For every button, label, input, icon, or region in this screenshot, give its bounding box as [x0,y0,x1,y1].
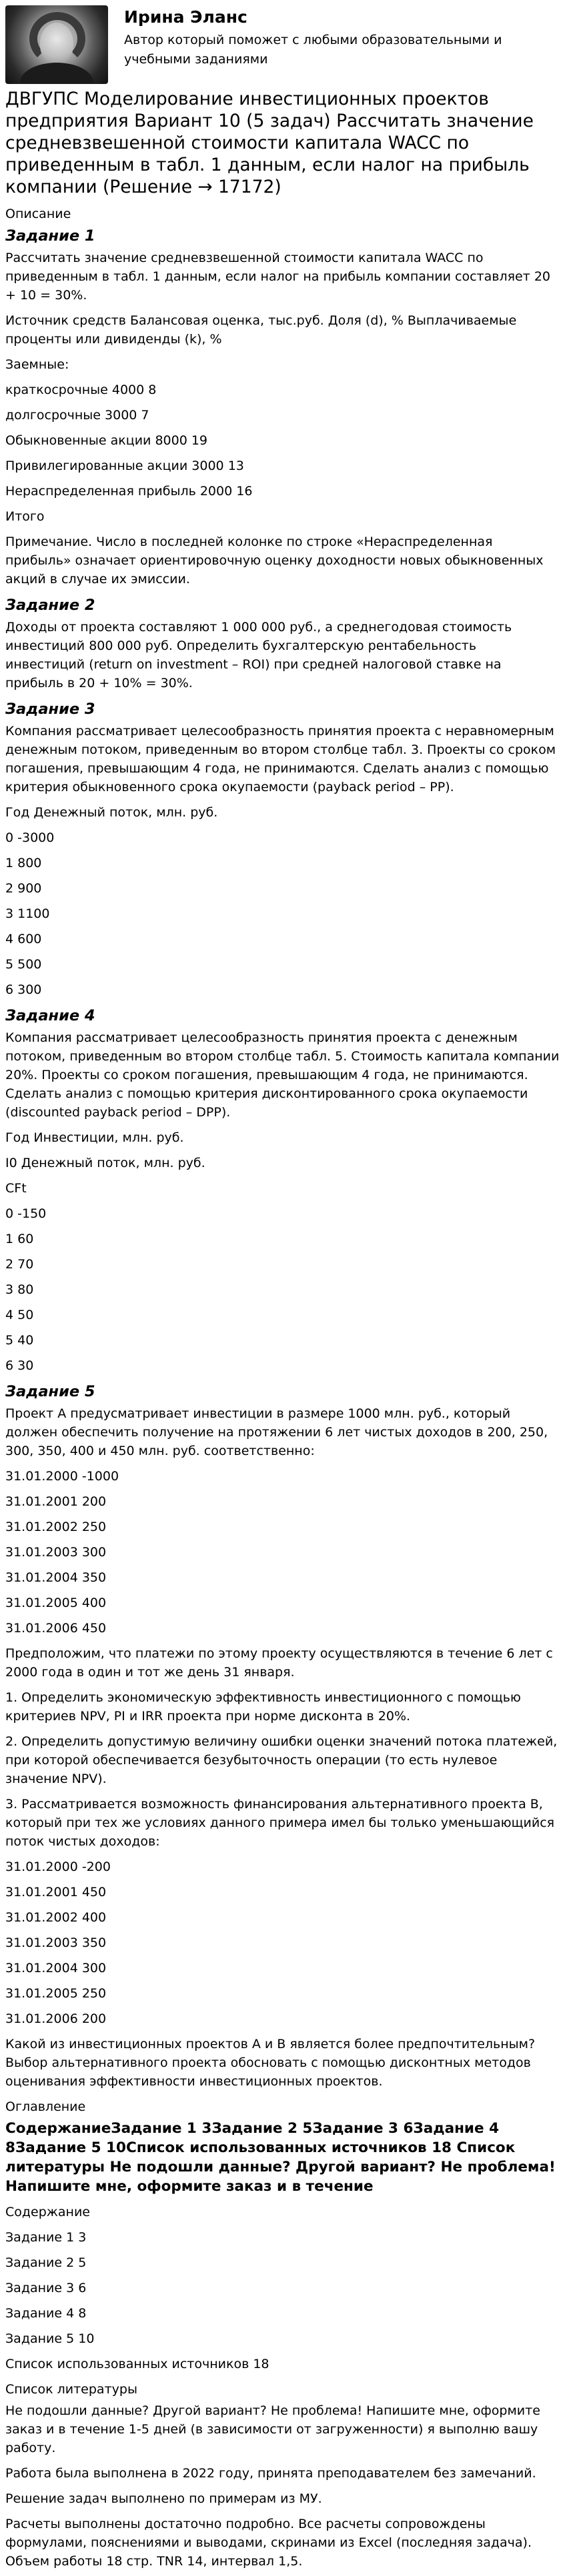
task-5-row-a: 31.01.2004 350 [5,1570,107,1585]
task-1-row: краткосрочные 4000 8 [5,383,157,397]
task-3-row: 6 300 [5,982,42,997]
task-5-row-b: 31.01.2004 300 [5,1961,107,1975]
task-5-row-b: 31.01.2001 450 [5,1885,107,1900]
task-4-column: I0 Денежный поток, млн. руб. [5,1156,205,1170]
task-5-question-1: 1. Определить экономическую эффективность инвестиционного с помощью критериев NPV, PI и IRR проекта при норме дисконта в 20%. [5,1690,521,1724]
task-5-row-a: 31.01.2005 400 [5,1596,107,1610]
task-3-row: 3 1100 [5,906,50,921]
task-5-question-3: 3. Рассматривается возможность финансирования альтернативного проекта B, который при тех же условиях данного примера имел бы только уменьшающийся поток чистых доходов: [5,1797,555,1849]
author-avatar[interactable] [5,5,108,84]
toc-item: Список использованных источников 18 [5,2357,269,2371]
task-4-column: Год Инвестиции, млн. руб. [5,1130,184,1145]
task-5-row-a: 31.01.2000 -1000 [5,1469,119,1484]
task-5-row-b: 31.01.2002 400 [5,1910,107,1925]
task-5-row-b: 31.01.2000 -200 [5,1860,111,1874]
literature-label: Список литературы [5,2382,137,2397]
description-label: Описание [5,207,71,221]
task-2-heading: Задание 2 [5,597,95,614]
task-4-row: 2 70 [5,1257,34,1272]
task-1-row: Нераспределенная прибыль 2000 16 [5,484,253,499]
task-4-row: 5 40 [5,1333,34,1348]
task-2-text: Доходы от проекта составляют 1 000 000 руб., а среднегодовая стоимость инвестиций 800 000 руб. Определить бухгалтерскую рентабельность инвестиций (return on investment – ROI) при средней налоговой ставке на прибыль в 20 + 10% = 30%. [5,620,512,690]
task-5-assumption: Предположим, что платежи по этому проекту осуществляются в течение 6 лет с 2000 года в один и тот же день 31 января. [5,1646,553,1680]
task-1-loans-label: Заемные: [5,357,69,372]
task-3-row: 2 900 [5,881,42,896]
toc-item: Содержание [5,2205,90,2219]
author-name[interactable]: Ирина Эланс [124,7,247,27]
task-5-row-a: 31.01.2001 200 [5,1494,107,1509]
toc-summary: СодержаниеЗадание 1 3Задание 2 5Задание 3 6Задание 4 8Задание 5 10Список использованных источников 18 Список литературы Не подошли данные? Другой вариант? Не проблема! Напишите мне, оформите заказ и в течение [5,2120,556,2195]
task-5-text: Проект А предусматривает инвестиции в размере 1000 млн. руб., который должен обеспечить получение на протяжении 6 лет чистых доходов в 200, 250, 300, 350, 400 и 450 млн. руб. соответственно: [5,1406,548,1458]
task-1-row: Обыкновенные акции 8000 19 [5,433,208,448]
page-title: ДВГУПС Моделирование инвестиционных проектов предприятия Вариант 10 (5 задач) Рассчитать значение средневзвешенной стоимости капитала WACC по приведенным в табл. 1 данным, если налог на прибыль компании (Решение → 17172) [5,89,534,197]
task-5-final-question: Какой из инвестиционных проектов А и В является более предпочтительным? Выбор альтернативного проекта обосновать с помощью дисконтных методов оценивания эффективности инвестиционных проектов. [5,2037,536,2089]
literature-text: Не подошли данные? Другой вариант? Не проблема! Напишите мне, оформите заказ и в течение 1-5 дней (в зависимости от загруженности) я выполню вашу работу. [5,2403,540,2455]
task-5-question-2: 2. Определить допустимую величину ошибки оценки значений потока платежей, при которой обеспечивается безубыточность операции (то есть нулевое значение NPV). [5,1734,558,1786]
footer-note-volume: Расчеты выполнены достаточно подробно. Все расчеты сопровождены формулами, пояснениями и выводами, скринами из Excel (последняя задача). Объем работы 18 стр. TNR 14, интервал 1,5. [5,2517,532,2569]
work-content [0,88,565,2571]
task-5-row-a: 31.01.2002 250 [5,1520,107,1534]
task-4-row: 4 50 [5,1308,34,1322]
task-3-row: 5 500 [5,957,42,972]
toc-item: Задание 4 8 [5,2306,87,2321]
task-3-columns: Год Денежный поток, млн. руб. [5,805,218,820]
task-1-note: Примечание. Число в последней колонке по строке «Нераспределенная прибыль» означает ориентировочную оценку доходности новых обыкновенных акций в случае их эмиссии. [5,535,544,587]
task-3-heading: Задание 3 [5,700,95,718]
task-5-heading: Задание 5 [5,1383,95,1400]
task-3-row: 4 600 [5,932,42,946]
task-4-column: CFt [5,1181,27,1196]
task-1-text: Рассчитать значение средневзвешенной стоимости капитала WACC по приведенным в табл. 1 данным, если налог на прибыль компании составляет 20 + 10 = 30%. [5,251,551,303]
task-4-heading: Задание 4 [5,1007,95,1024]
task-5-row-b: 31.01.2005 250 [5,1986,107,2001]
task-4-text: Компания рассматривает целесообразность принятия проекта с денежным потоком, приведенным во втором столбце табл. 5. Стоимость капитала компании 20%. Проекты со сроком погашения, превышающим 4 года, не принимаются. Сделать анализ с помощью критерия дисконтированного срока окупаемости (discounted payback period – DPP). [5,1030,560,1120]
footer-note-completed: Работа была выполнена в 2022 году, принята преподавателем без замечаний. [5,2466,536,2481]
footer-note-method: Решение задач выполнено по примерам из МУ. [5,2491,322,2506]
toc-item: Задание 5 10 [5,2331,95,2346]
task-5-row-b: 31.01.2006 200 [5,2011,107,2026]
task-1-heading: Задание 1 [5,227,95,245]
toc-item: Задание 1 3 [5,2230,87,2245]
task-4-row: 6 30 [5,1358,34,1373]
task-4-row: 1 60 [5,1232,34,1246]
task-3-text: Компания рассматривает целесообразность принятия проекта с неравномерным денежным потоком, приведенным во втором столбце табл. 3. Проекты со сроком погашения, превышающим 4 года, не принимаются. Сделать анализ с помощью критерия обыкновенного срока окупаемости (payback period – PP). [5,724,556,794]
task-1-columns: Источник средств Балансовая оценка, тыс.руб. Доля (d), % Выплачиваемые проценты или дивиденды (k), % [5,313,517,347]
toc-label: Оглавление [5,2099,86,2114]
toc-item: Задание 3 6 [5,2281,87,2295]
task-4-row: 3 80 [5,1282,34,1297]
author-description: Автор который поможет с любыми образовательными и учебными заданиями [124,33,502,67]
toc-item: Задание 2 5 [5,2255,87,2270]
task-4-row: 0 -150 [5,1206,47,1221]
author-header [0,0,565,88]
task-1-row: долгосрочные 3000 7 [5,408,149,423]
task-5-row-a: 31.01.2003 300 [5,1545,107,1560]
task-3-row: 1 800 [5,856,42,870]
task-3-row: 0 -3000 [5,830,55,845]
task-5-row-a: 31.01.2006 450 [5,1621,107,1636]
task-5-row-b: 31.01.2003 350 [5,1935,107,1950]
task-1-row: Итого [5,509,45,524]
task-1-row: Привилегированные акции 3000 13 [5,459,244,473]
